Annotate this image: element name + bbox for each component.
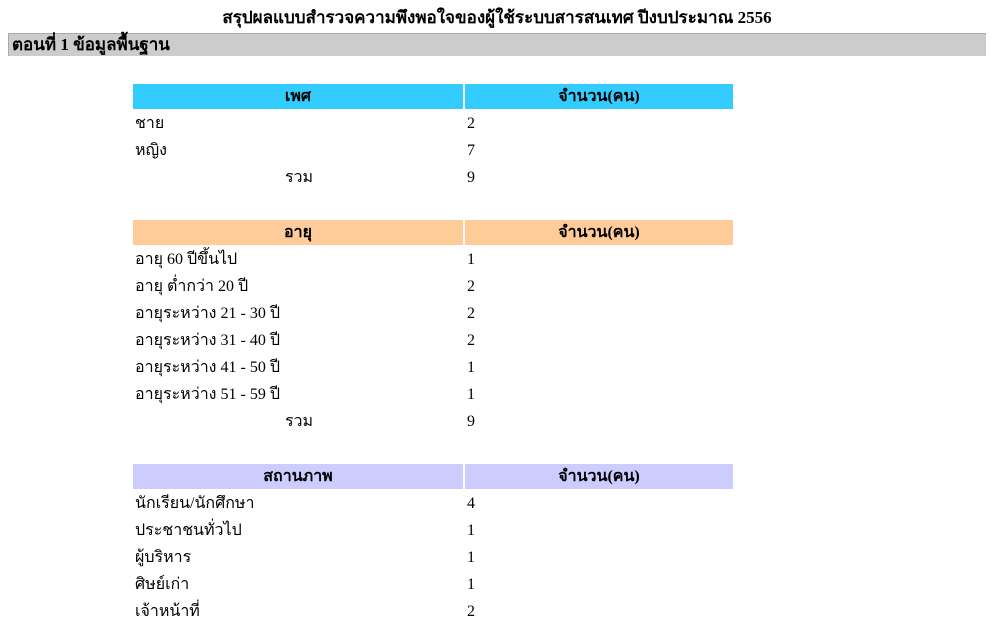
table-row: [133, 572, 733, 597]
total-label: รวม: [284, 169, 314, 186]
table-row: [133, 138, 733, 163]
row-label: นักเรียน/นักศึกษา: [135, 495, 255, 512]
row-count: 2: [467, 304, 475, 322]
gender-table: [131, 82, 735, 192]
row-label: ชาย: [135, 115, 165, 132]
row-label: อายุระหว่าง 51 - 59 ปี: [135, 386, 280, 403]
row-label: ผู้บริหาร: [135, 549, 192, 566]
row-count: 1: [467, 521, 475, 539]
table-row: [133, 491, 733, 516]
total-row: [133, 409, 733, 434]
row-count: 2: [467, 277, 475, 295]
row-count: 2: [467, 331, 475, 349]
table-row: [133, 382, 733, 407]
age-table: [131, 218, 735, 436]
total-value: 9: [467, 412, 475, 430]
age-table-header-label: อายุ: [133, 220, 463, 245]
row-label: ศิษย์เก่า: [135, 576, 190, 593]
total-value: 9: [467, 168, 475, 186]
table-row: [133, 111, 733, 136]
table-row: [133, 301, 733, 326]
status-table-header-count: จำนวน(คน): [465, 464, 733, 489]
total-label: รวม: [284, 413, 314, 430]
row-count: 7: [467, 141, 475, 159]
row-label: อายุ 60 ปีขึ้นไป: [135, 251, 238, 268]
row-label: อายุระหว่าง 31 - 40 ปี: [135, 332, 280, 349]
section-header: ตอนที่ 1 ข้อมูลพื้นฐาน: [8, 33, 986, 56]
age-table-header-row: [133, 220, 733, 245]
row-label: เจ้าหน้าที่: [135, 603, 200, 620]
row-count: 2: [467, 602, 475, 620]
total-row: [133, 165, 733, 190]
status-table-header-label: สถานภาพ: [133, 464, 463, 489]
row-count: 4: [467, 494, 475, 512]
row-count: 1: [467, 575, 475, 593]
status-table: [131, 462, 735, 626]
table-row: [133, 355, 733, 380]
row-label: อายุระหว่าง 41 - 50 ปี: [135, 359, 280, 376]
age-table-header-count: จำนวน(คน): [465, 220, 733, 245]
row-label: อายุ ต่ำกว่า 20 ปี: [135, 278, 249, 295]
row-label: อายุระหว่าง 21 - 30 ปี: [135, 305, 280, 322]
table-row: [133, 274, 733, 299]
row-label: หญิง: [135, 142, 167, 159]
page-title: สรุปผลแบบสำรวจความพึงพอใจของผู้ใช้ระบบสารสนเทศ ปีงบประมาณ 2556: [222, 8, 772, 27]
row-label: ประชาชนทั่วไป: [135, 522, 242, 539]
table-row: [133, 247, 733, 272]
survey-summary-page: [0, 7, 994, 620]
gender-table-header-count: จำนวน(คน): [465, 84, 733, 109]
row-count: 1: [467, 385, 475, 403]
table-row: [133, 545, 733, 570]
gender-table-header-row: [133, 84, 733, 109]
row-count: 1: [467, 548, 475, 566]
row-count: 1: [467, 250, 475, 268]
table-row: [133, 518, 733, 543]
table-row: [133, 328, 733, 353]
row-count: 1: [467, 358, 475, 376]
row-count: 2: [467, 114, 475, 132]
table-row: [133, 599, 733, 624]
gender-table-header-label: เพศ: [133, 84, 463, 109]
status-table-header-row: [133, 464, 733, 489]
